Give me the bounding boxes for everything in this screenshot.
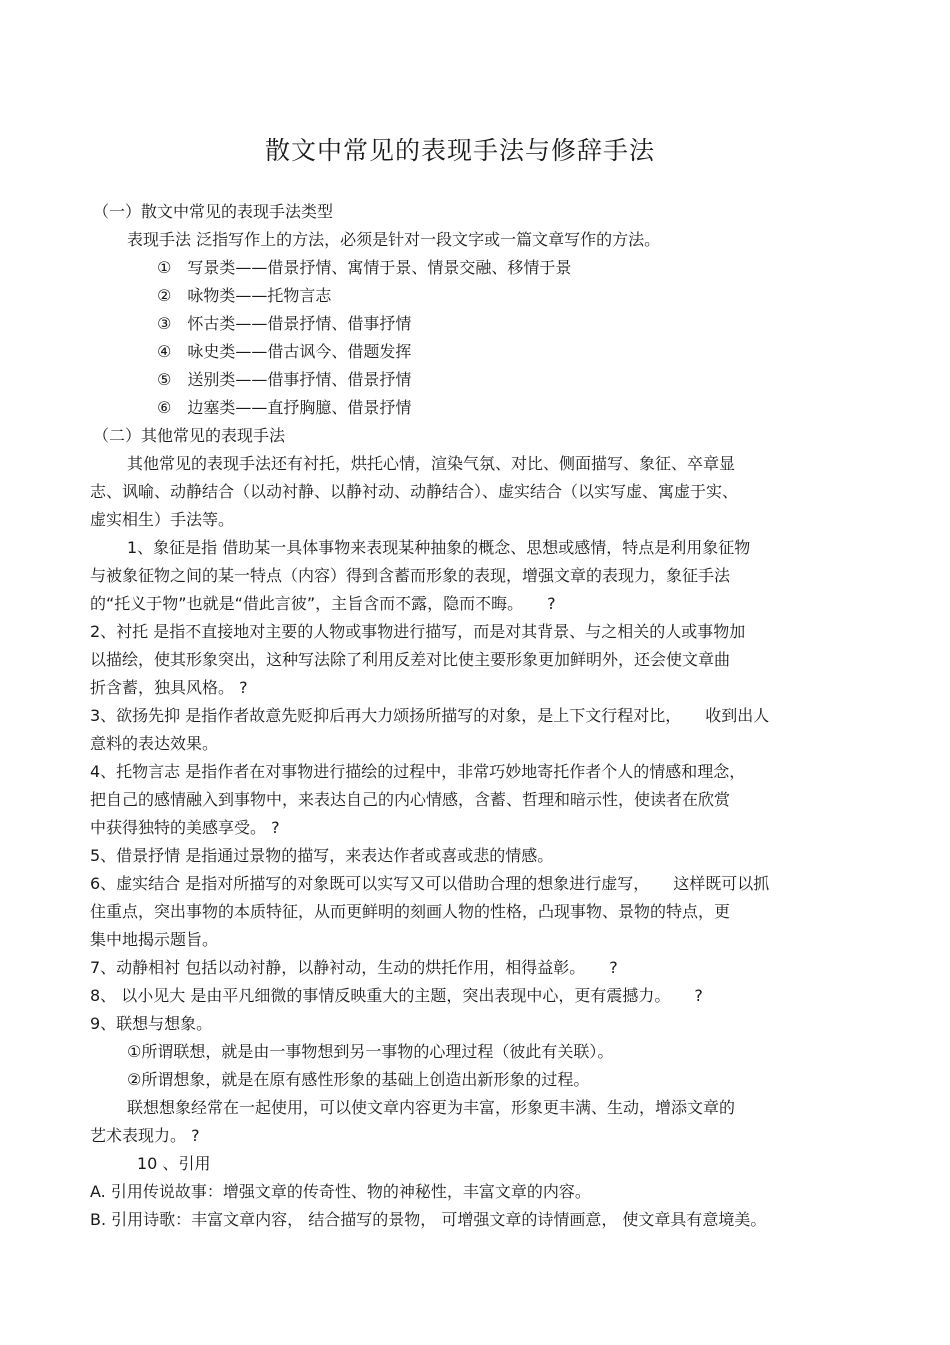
paragraph-line: 把自己的感情融入到事物中，来表达自己的内心情感，含蓄、哲理和暗示性，使读者在欣赏 bbox=[90, 790, 731, 809]
paragraph-line: 6、虚实结合 是指对所描写的对象既可以实写又可以借助合理的想象进行虚写， 这样既可以抓 bbox=[90, 874, 770, 893]
paragraph-line: 10 、引用 bbox=[137, 1154, 211, 1173]
list-item: ② 咏物类——托物言志 bbox=[157, 286, 332, 305]
paragraph-line: ①所谓联想，就是由一事物想到另一事物的心理过程（彼此有关联）。 bbox=[127, 1042, 614, 1061]
paragraph-line: 以描绘，使其形象突出，这种写法除了利用反差对比使主要形象更加鲜明外，还会使文章曲 bbox=[90, 650, 731, 669]
paragraph-line: 8、 以小见大 是由平凡细微的事情反映重大的主题，突出表现中心，更有震撼力。 ? bbox=[90, 986, 703, 1005]
document-title: 散文中常见的表现手法与修辞手法 bbox=[264, 136, 655, 165]
paragraph-line: 3、欲扬先抑 是指作者故意先贬抑后再大力颂扬所描写的对象，是上下文行程对比， 收到出人 bbox=[90, 706, 770, 725]
paragraph-line: 1、象征是指 借助某一具体事物来表现某种抽象的概念、思想或感情，特点是利用象征物 bbox=[127, 538, 751, 557]
list-item: ③ 怀古类——借景抒情、借事抒情 bbox=[157, 314, 412, 333]
paragraph-line: 其他常见的表现手法还有衬托，烘托心情，渲染气氛、对比、侧面描写、象征、卒章显 bbox=[127, 454, 736, 473]
paragraph-line: A. 引用传说故事：增强文章的传奇性、物的神秘性，丰富文章的内容。 bbox=[90, 1182, 591, 1201]
paragraph-line: 7、动静相衬 包括以动衬静，以静衬动，生动的烘托作用，相得益彰。 ? bbox=[90, 958, 618, 977]
paragraph-line: 4、托物言志 是指作者在对事物进行描绘的过程中，非常巧妙地寄托作者个人的情感和理念， bbox=[90, 762, 746, 781]
paragraph-line: 折含蓄，独具风格。 ? bbox=[90, 678, 248, 697]
paragraph-line: 2、衬托 是指不直接地对主要的人物或事物进行描写，而是对其背景、与之相关的人或事物加 bbox=[90, 622, 746, 641]
paragraph-line: 集中地揭示题旨。 bbox=[90, 930, 219, 949]
paragraph-line: B. 引用诗歌：丰富文章内容， 结合描写的景物， 可增强文章的诗情画意， 使文章具有意境美。 bbox=[90, 1210, 767, 1229]
section-heading-1: （一）散文中常见的表现手法类型 bbox=[93, 202, 334, 221]
paragraph-line: 志、讽喻、动静结合（以动衬静、以静衬动、动静结合）、虚实结合（以实写虚、寓虚于实、 bbox=[90, 482, 739, 501]
paragraph-line: 与被象征物之间的某一特点（内容）得到含蓄而形象的表现，增强文章的表现力，象征手法 bbox=[90, 566, 731, 585]
section-heading-2: （二）其他常见的表现手法 bbox=[93, 426, 286, 445]
list-item: ① 写景类——借景抒情、寓情于景、情景交融、移情于景 bbox=[157, 258, 572, 277]
paragraph-line: 住重点，突出事物的本质特征，从而更鲜明的刻画人物的性格，凸现事物、景物的特点，更 bbox=[90, 902, 731, 921]
list-item: ④ 咏史类——借古讽今、借题发挥 bbox=[157, 342, 412, 361]
paragraph-line: ②所谓想象，就是在原有感性形象的基础上创造出新形象的过程。 bbox=[127, 1070, 590, 1089]
paragraph-line: 中获得独特的美感享受。 ? bbox=[90, 818, 280, 837]
paragraph-line: 虚实相生）手法等。 bbox=[90, 510, 235, 529]
paragraph-line: 表现手法 泛指写作上的方法，必须是针对一段文字或一篇文章写作的方法。 bbox=[127, 230, 661, 249]
list-item: ⑥ 边塞类——直抒胸臆、借景抒情 bbox=[157, 398, 412, 417]
paragraph-line: 5、借景抒情 是指通过景物的描写，来表达作者或喜或悲的情感。 bbox=[90, 846, 554, 865]
paragraph-line: 9、联想与想象。 bbox=[90, 1014, 213, 1033]
paragraph-line: 联想想象经常在一起使用，可以使文章内容更为丰富，形象更丰满、生动，增添文章的 bbox=[127, 1098, 736, 1117]
paragraph-line: 的“托义于物”也就是“借此言彼”，主旨含而不露，隐而不晦。 ? bbox=[90, 594, 556, 613]
list-item: ⑤ 送别类——借事抒情、借景抒情 bbox=[157, 370, 412, 389]
paragraph-line: 意料的表达效果。 bbox=[90, 734, 219, 753]
paragraph-line: 艺术表现力。 ? bbox=[90, 1126, 200, 1145]
